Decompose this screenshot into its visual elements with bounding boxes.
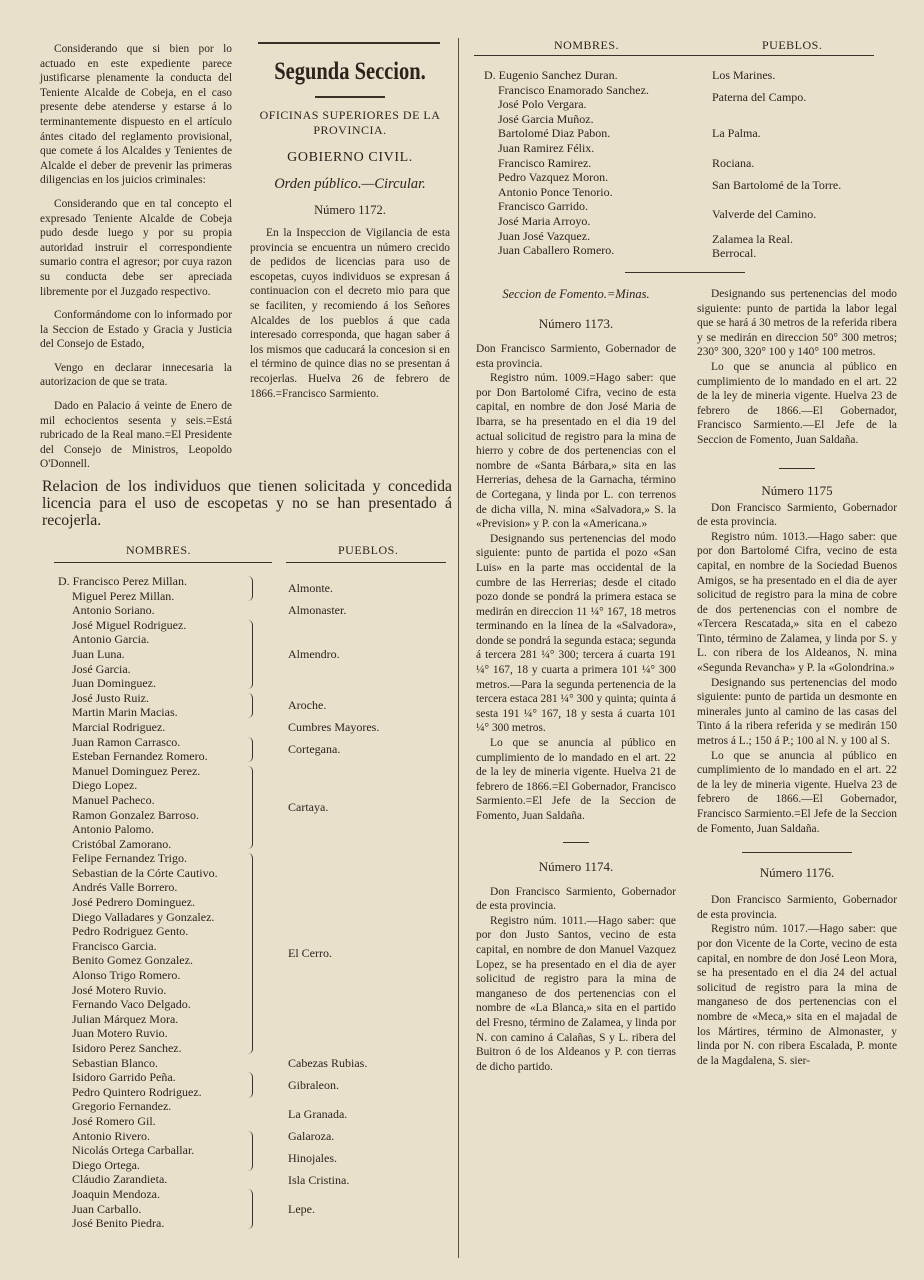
list-item: José Pedrero Dominguez. [72,895,195,910]
list-item: Joaquin Mendoza. [72,1186,160,1201]
pueblo-label: El Cerro. [288,946,332,961]
list-item: Antonio Garcia. [72,632,150,647]
pueblo-label: Rociana. [712,155,755,170]
dash-rule [779,468,815,469]
list-item: Sebastian Blanco. [72,1055,158,1070]
pueblo-label: Cartaya. [288,800,329,815]
pueblo-label: Almonaster. [288,603,347,618]
pueblo-label: La Granada. [288,1106,348,1121]
list-item: Miguel Perez Millan. [72,588,175,603]
list-item: Martin Marin Macias. [72,705,178,720]
gobierno-heading: GOBIERNO CIVIL. [287,150,413,165]
paragraph: Don Francisco Sarmiento, Gobernador de esta provincia. [697,501,897,529]
brace-mark [248,693,253,718]
brace-mark [248,766,253,850]
list-item: Diego Lopez. [72,778,138,793]
list-item: José Maria Arroyo. [498,213,591,228]
dash-rule [742,852,852,853]
paragraph: Dado en Palacio á veinte de Enero de mil echocientos sesenta y seis.=Está rubricado de la Real mano.=El Presidente del Consejo de Ministros, Leopoldo O'Donnell. [40,400,232,471]
pueblo-label: Zalamea la Real. [712,231,793,246]
list-item: Juan Ramirez Félix. [498,140,595,155]
pueblo-label: Gibraleon. [288,1077,339,1092]
list-item: Pedro Vazquez Moron. [498,170,609,185]
numero-1173: Número 1173. [538,316,614,331]
paragraph: Registro núm. 1013.—Hago saber: que por don Bartolomé Cifra, vecino de esta capital, en nombre de la Sociedad Buenos Amigos, se ha presentado en el dia de ayer solicitud de registro para la mina de cobre de dos pertenencias con el nombre de «Tercera Rescatada,» sita en el cabezo Tinto, término de Zalamea, y linda por S. y L. con ribera de los Aldeanos, N. mina «Segunda Revancha» y P. la «Golondrina.» [697,530,897,675]
list-item: Ramon Gonzalez Barroso. [72,807,199,822]
list-item: Juan Motero Ruvio. [72,1026,168,1041]
list-item: Juan Ramon Carrasco. [72,734,181,749]
list-item: Julian Márquez Mora. [72,1011,179,1026]
pueblo-label: Almendro. [288,647,340,661]
list-item: Antonio Ponce Tenorio. [498,184,613,199]
brace-mark [248,1072,253,1097]
pueblo-label: Hinojales. [288,1150,337,1165]
pueblo-label: Cortegana. [288,741,341,756]
paragraph: Don Francisco Sarmiento, Gobernador de esta provincia. [697,894,897,921]
fomento-heading: Seccion de Fomento.=Minas. [502,287,650,301]
paragraph: Designando sus pertenencias del modo siguiente: punto de partida un desmonte en minerales junto al camino de las casas del Tinto á la ribera referida y se medirán 150 metros á L.; 150 á P.; 100 al N. y 100 al S. [697,676,897,748]
list-item: Antonio Soriano. [72,603,155,618]
list-item: Cristóbal Zamorano. [72,836,172,851]
numero-1175: Número 1175 [761,482,833,498]
list-item: José Miguel Rodriguez. [72,617,187,632]
fomento-right-column [697,287,897,1077]
list-item: Benito Gomez Gonzalez. [72,953,193,968]
pueblo-label: Paterna del Campo. [712,89,807,104]
oficinas-heading: OFICINAS SUPERIORES DE LA PROVINCIA. [259,108,441,137]
list-item: Sebastian de la Córte Cautivo. [72,865,218,880]
list-item: Manuel Dominguez Perez. [72,763,201,778]
paragraph: Registro núm. 1011.—Hago saber: que por don Justo Santos, vecino de esta capital, en nombre de don Manuel Vazquez Lopez, se ha presentado en el dia de ayer solicitud de registro para la mina de manganeso de dos pertenencias con el nombre de «La Blanca,» sita en el partido del Fresno, término de Zalamea, y linda por N. con camino á Calañas, S y L. ribera del Buitron ó de los Aldeanos y P. con tierras de dicho partido. [476,914,676,1073]
list-item: Marcial Rodriguez. [72,719,166,734]
list-item: Juan Dominguez. [72,676,156,691]
paragraph: Conformándome con lo informado por la Seccion de Estado y Gracia y Justicia del Consejo de Estado, [40,309,232,351]
list-item: Pedro Quintero Rodriguez. [72,1084,202,1099]
column-divider [458,38,459,1258]
list-item: Antonio Rivero. [72,1128,150,1143]
list-item: Juan Luna. [72,646,125,661]
pueblo-label: Lepe. [288,1201,315,1216]
pueblo-label: Galaroza. [288,1128,335,1143]
list-item: José Polo Vergara. [498,97,587,112]
brace-mark [248,1131,253,1171]
paragraph: Vengo en declarar innecesaria la autorizacion de que se trata. [40,361,232,389]
brace-mark [248,576,253,601]
brace-mark [248,1189,253,1229]
list-item: Francisco Ramirez. [498,155,592,170]
list-item: Cláudio Zarandieta. [72,1172,168,1187]
mid-header-rule [474,55,874,56]
header-rule-left [54,562,272,563]
mid-names-list [484,68,649,258]
pueblos-list [288,574,448,1234]
fomento-column [476,287,676,1083]
list-item: Esteban Fernandez Romero. [72,749,208,764]
list-item: Felipe Fernandez Trigo. [72,851,187,866]
names-list [58,574,218,1231]
paragraph: Lo que se anuncia al público en cumplimiento de lo mandado en el art. 22 de la ley de mineria vigente. Huelva 23 de febrero de 1866.—El Gobernador, Francisco Sarmiento.=El Jefe de la Seccion de Fomento, Juan Saldaña. [697,749,897,835]
list-item: D. Francisco Perez Millan. [58,574,187,588]
list-item: Francisco Garcia. [72,938,157,953]
paragraph: Considerando que en tal concepto el expresado Teniente Alcalde de Cobeja pudo desde luego y por su propia autoridad instruir el correspondiente sumario contra el agresor; por cuya razon su conducta debe ser apreciada libremente por el Juzgado respectivo. [40,197,232,298]
list-item: José Motero Ruvio. [72,982,167,997]
paragraph: Designando sus pertenencias del modo siguiente: punto de partida la labor legal que se hará á 30 metros de la referida ribera y se medirán en direccion 50° 300 metros; 230° 300, 320° 100 y 140° 100 metros. [697,288,897,359]
list-item: Fernando Vaco Delgado. [72,997,191,1012]
pueblo-label: San Bartolomé de la Torre. [712,177,842,192]
paragraph: Considerando que si bien por lo actuado en este expediente parece justificarse plenamente la conducta del Teniente Alcalde de Cobeja, en el caso presente debe atenderse y estarse á lo terminantemente dispuesto en el artículo ántes citado del reglamento provisional, que comete á los Alcaldes y Tenientes de Alcalde el deber de prevenir las primeras diligencias en los juicios criminales: [40,43,232,187]
pueblo-label: Valverde del Camino. [712,206,817,221]
pueblo-label: La Palma. [712,126,761,141]
list-item: Diego Valladares y Gonzalez. [72,909,215,924]
left-top-column [40,42,232,481]
list-item: Francisco Garrido. [498,199,588,214]
numero-1176: Número 1176. [759,865,835,881]
list-item: Alonso Trigo Romero. [72,968,181,983]
dash-rule [563,842,589,843]
list-item: Bartolomé Diaz Pabon. [498,126,611,141]
ornament-rule [315,96,385,98]
list-item: Nicolás Ortega Carballar. [72,1143,195,1158]
pueblo-label: Isla Cristina. [288,1172,350,1187]
pueblo-label: Almonte. [288,581,333,596]
header-rule-right [286,562,446,563]
list-item: Antonio Palomo. [72,822,155,837]
relacion-title: Relacion de los individuos que tienen solicitada y concedida licencia para el uso de escopetas y no se han presentado á recojerla. [42,478,452,529]
list-item: Juan José Vazquez. [498,228,591,243]
pueblo-label: Berrocal. [712,246,757,261]
brace-mark [248,737,253,762]
paragraph: Registro núm. 1017.—Hago saber: que por don Vicente de la Corte, vecino de esta capital, en nombre de don José Leon Mora, se ha presentado en el dia 24 del actual solicitud de registro para la mina de manganeso de dos pertenencias con el nombre de «Meca,» sita en el majadal de los Mártires, término de Almonaster, y linda por N. con ribera Escalada, P. monte de la Magdalena, S. sier- [697,923,897,1067]
list-item: Juan Carballo. [72,1201,142,1216]
orden-heading: Orden público.—Circular. [274,176,426,192]
list-item: Pedro Rodriguez Gento. [72,924,189,939]
mid-pueblos-list [712,68,912,268]
list-item: D. Eugenio Sanchez Duran. [484,68,618,82]
list-item: Isidoro Garrido Peña. [72,1070,176,1085]
mid-end-rule [625,272,745,273]
pueblo-label: Cumbres Mayores. [288,720,380,734]
paragraph: Designando sus pertenencias del modo siguiente: punto de partida el pozo «San Luis» en la parte mas occidental de la cumbre de las Herrerias; desde el citado pozo donde se pondrá la primera estaca se medirán en direccion 11 ¼° 167, 18 metros terminando en la línea de la «Salvadora», donde se pondrá la segunda estaca; segunda á tercera 281 ¼° 300; tercera á cuarta 191 ¼° 167, 18 y cuarta a primera 101 ¼° 300 metros.—Para la segunda pertenencia de la tercera estaca 281 ¼° 300 y quinta; quinta á sesta 191 ¼° 167, 18 y sesta á cuarta 101 ¼° 300 metros. [476,532,676,735]
brace-mark [248,853,253,1053]
brace-mark [248,620,253,689]
list-item: Gregorio Fernandez. [72,1099,172,1114]
paragraph: Lo que se anuncia al público en cumplimiento de lo mandado en el art. 22 de la ley de mineria vigente. Huelva 21 de febrero de 1866.=El Gobernador, Francisco Sarmiento.=El Jefe de la Seccion de Fomento, Juan Saldaña. [476,737,676,822]
numero-heading: Número 1172. [314,203,386,217]
mid-nombres-header: NOMBRES. [554,38,620,52]
top-rule [258,42,440,44]
pueblo-label: Cabezas Rubias. [288,1055,368,1070]
paragraph: Don Francisco Sarmiento, Gobernador de esta provincia. [476,343,676,370]
numero-1174: Número 1174. [538,858,614,874]
list-item: Manuel Pacheco. [72,792,155,807]
list-item: José Garcia Muñoz. [498,111,594,126]
paragraph: Don Francisco Sarmiento, Gobernador de esta provincia. [476,885,676,913]
mid-pueblos-header: PUEBLOS. [762,38,823,52]
list-item: José Romero Gil. [72,1113,156,1128]
pueblo-label: Aroche. [288,698,327,713]
list-item: José Benito Piedra. [72,1216,165,1231]
nombres-header: NOMBRES. [126,543,192,557]
section-title: Segunda Seccion. [274,58,426,85]
paragraph: Registro núm. 1009.=Hago saber: que por Don Bartolomé Cifra, vecino de esta capital, en nombre de don José Maria de Ibarra, se ha presentado en el dia 19 del actual solicitud de registro para la mina de hierro y cobre de dos pertenencias con el nombre de «Santa Bárbara,» sita en las Herrerias, dehesa de la Garnacha, término de Cortegana, y linda por L. con terrenos de dicha villa, N. mina «Salvadora,» S. la «Prevision» y P. con la «Americana.» [476,372,676,531]
pueblos-header: PUEBLOS. [338,543,399,557]
list-item: Andrés Valle Borrero. [72,880,178,895]
list-item: Diego Ortega. [72,1157,140,1172]
seccion-block [250,58,450,401]
list-item: José Justo Ruiz. [72,690,150,705]
circular-body: En la Inspeccion de Vigilancia de esta provincia se encuentra un número crecido de pedidos de licencias para uso de escopetas, cuyos individuos se expresan á continuacion con el decreto mio para que se faciliten, y recomiendo á los Señores Alcaldes de los pueblos á que cada interesado corresponda, que hagan saber á los mismos que caducará la concesion si en el término de quince dias no se presentan á recojerlas. Huelva 26 de febrero de 1866.=Francisco Sarmiento. [250,227,450,400]
list-item: Francisco Enamorado Sanchez. [498,82,649,97]
pueblo-label: Los Marines. [712,68,776,82]
list-item: José Garcia. [72,661,131,676]
list-item: Juan Caballero Romero. [498,243,615,258]
paragraph: Lo que se anuncia al público en cumplimiento de lo mandado en el art. 22 de la ley de mineria vigente. Huelva 23 de febrero de 1866.—El Gobernador, Francisco Sarmiento.—El Jefe de la Seccion de Fomento, Juan Saldaña. [697,360,897,446]
list-item: Isidoro Perez Sanchez. [72,1041,182,1055]
